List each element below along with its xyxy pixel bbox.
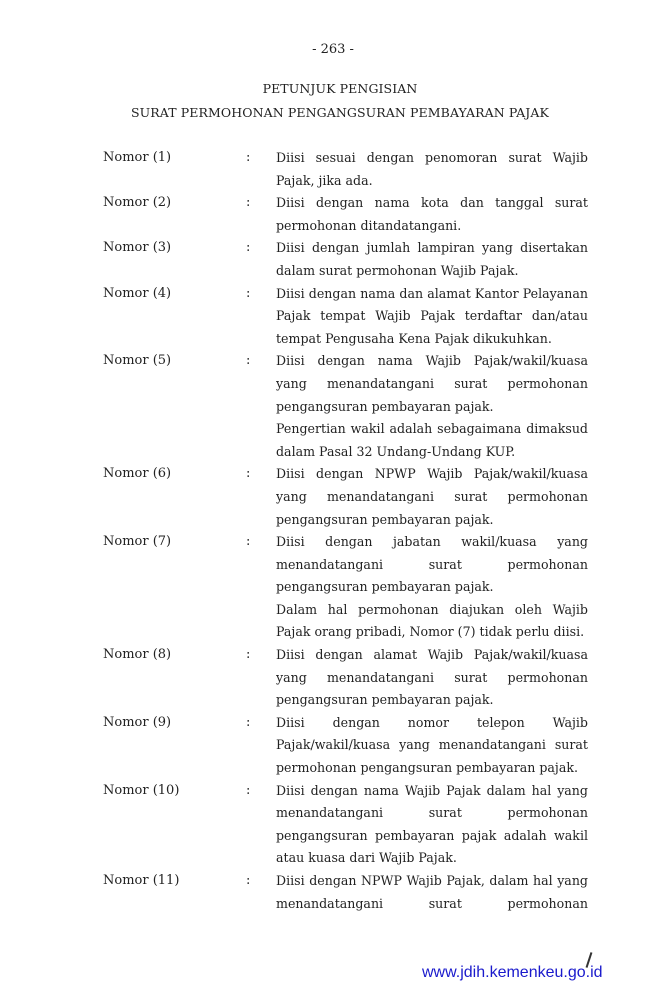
entry-description <box>276 283 588 351</box>
page-number: - 263 - <box>312 42 354 57</box>
entry-label: Nomor (1) <box>103 150 172 165</box>
entry-description <box>276 712 588 780</box>
entry-description <box>276 192 588 237</box>
instruction-entry <box>103 712 589 780</box>
entry-description <box>276 237 588 282</box>
description-line: Diisi sesuai dengan penomoran surat Wajib <box>276 150 588 165</box>
description-line: menandatangani surat permohonan <box>276 556 588 572</box>
description-line: menandatangani surat permohonan <box>276 805 588 821</box>
description-line: pengangsuran pembayaran pajak. <box>276 398 494 414</box>
description-line: permohonan ditandatangani. <box>276 217 462 233</box>
entry-separator: : <box>246 150 251 165</box>
description-line: atau kuasa dari Wajib Pajak. <box>276 850 457 866</box>
description-line: menandatangani surat permohonan <box>276 895 588 911</box>
description-line: Pajak orang pribadi, Nomor (7) tidak perlu diisi. <box>276 624 585 640</box>
instruction-entry <box>103 463 589 531</box>
instruction-entry <box>103 283 589 351</box>
entry-description <box>276 350 588 463</box>
entry-separator: : <box>246 534 251 550</box>
description-line: Diisi dengan nama dan alamat Kantor Pelayanan <box>276 285 588 301</box>
entry-separator: : <box>246 466 251 482</box>
entry-separator: : <box>246 647 251 663</box>
description-line: pengangsuran pembayaran pajak. <box>276 579 494 595</box>
entry-separator: : <box>246 195 251 211</box>
description-line: Diisi dengan NPWP Wajib Pajak/wakil/kuasa <box>276 466 588 482</box>
entry-separator: : <box>246 873 251 888</box>
entry-label: Nomor (5) <box>103 353 172 369</box>
entry-label: Nomor (2) <box>103 195 172 211</box>
entry-description <box>276 531 588 644</box>
entry-separator: : <box>246 240 251 256</box>
entry-separator: : <box>246 714 251 730</box>
description-line: Diisi dengan nama Wajib Pajak/wakil/kuasa <box>276 353 588 369</box>
description-line: permohonan pengangsuran pembayaran pajak. <box>276 760 578 776</box>
instruction-list <box>103 147 589 915</box>
entry-label: Nomor (8) <box>103 647 172 663</box>
entry-label: Nomor (7) <box>103 534 172 550</box>
entry-description <box>276 463 588 531</box>
description-line: Diisi dengan nomor telepon Wajib <box>276 714 588 730</box>
entry-description <box>276 780 588 870</box>
entry-description <box>276 644 588 712</box>
instruction-entry <box>103 780 589 870</box>
instruction-entry <box>103 350 589 463</box>
description-line: Pajak, jika ada. <box>276 172 373 188</box>
instruction-entry <box>103 147 589 192</box>
description-line: Diisi dengan alamat Wajib Pajak/wakil/kuasa <box>276 647 588 663</box>
description-line: Pengertian wakil adalah sebagaimana dimaksud <box>276 421 588 437</box>
description-line: Diisi dengan nama Wajib Pajak dalam hal yang <box>276 782 588 798</box>
description-line: pengangsuran pembayaran pajak adalah wakil <box>276 827 588 843</box>
entry-separator: : <box>246 782 251 798</box>
instruction-entry <box>103 870 589 915</box>
description-line: pengangsuran pembayaran pajak. <box>276 692 494 708</box>
description-line: dalam Pasal 32 Undang-Undang KUP. <box>276 443 516 459</box>
description-line: Diisi dengan jabatan wakil/kuasa yang <box>276 534 588 550</box>
description-line: pengangsuran pembayaran pajak. <box>276 511 494 527</box>
entry-description <box>276 870 588 915</box>
footer-url-link[interactable]: www.jdih.kemenkeu.go.id <box>422 964 603 981</box>
instruction-entry <box>103 644 589 712</box>
description-line: Diisi dengan jumlah lampiran yang disertakan <box>276 240 588 256</box>
entry-separator: : <box>246 285 251 301</box>
description-line: yang menandatangani surat permohonan <box>276 669 588 685</box>
entry-label: Nomor (11) <box>103 873 180 888</box>
description-line: Dalam hal permohonan diajukan oleh Wajib <box>276 601 588 617</box>
instruction-entry <box>103 531 589 644</box>
entry-separator: : <box>246 353 251 369</box>
description-line: Pajak tempat Wajib Pajak terdaftar dan/atau <box>276 308 588 324</box>
document-subtitle: SURAT PERMOHONAN PENGANGSURAN PEMBAYARAN PAJAK <box>130 105 549 120</box>
entry-label: Nomor (9) <box>103 714 172 730</box>
entry-description <box>276 147 588 192</box>
entry-label: Nomor (6) <box>103 466 172 482</box>
entry-label: Nomor (4) <box>103 285 172 301</box>
description-line: Pajak/wakil/kuasa yang menandatangani surat <box>276 737 588 753</box>
description-line: yang menandatangani surat permohonan <box>276 488 588 504</box>
description-line: dalam surat permohonan Wajib Pajak. <box>276 262 519 278</box>
entry-label: Nomor (10) <box>103 782 180 798</box>
description-line: yang menandatangani surat permohonan <box>276 375 588 391</box>
description-line: tempat Pengusaha Kena Pajak dikukuhkan. <box>276 330 552 346</box>
instruction-entry <box>103 237 589 282</box>
description-line: Diisi dengan NPWP Wajib Pajak, dalam hal yang <box>276 873 588 888</box>
instruction-entry <box>103 192 589 237</box>
entry-label: Nomor (3) <box>103 240 172 256</box>
description-line: Diisi dengan nama kota dan tanggal surat <box>276 195 588 211</box>
document-title: PETUNJUK PENGISIAN <box>262 81 418 96</box>
